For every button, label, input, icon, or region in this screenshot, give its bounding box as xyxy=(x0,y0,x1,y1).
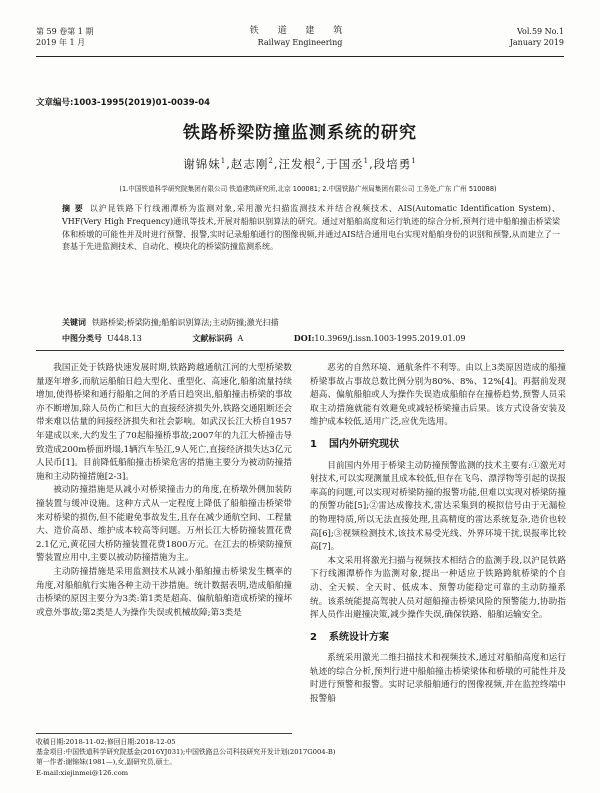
abstract xyxy=(62,203,560,254)
author: 段培勇$^1$ xyxy=(373,157,417,171)
journal-name-cn: 铁 道 建 筑 xyxy=(249,26,351,36)
body-paragraph: 恶劣的自然环境、通航条件不利等。由以上3类原因造成的船撞桥梁事故占事故总数比例分别为80%、8%、12%[4]。再据前发现超高、偏航船舶或人为操作失误造成船舶存在撞桥趋势,预警人员采取主动措施就能有效避免或减轻桥梁撞击后果。该方式设备安装及维护成本较低,适用广泛,应优先选用。 xyxy=(310,363,566,428)
author: 于国丞$^1$ xyxy=(326,157,370,171)
keywords-label: 关键词 xyxy=(62,318,86,327)
body-paragraph: 系统采用激光二维扫描技术和视频技术,通过对船舶高度和运行轨迹的综合分析,预判行进中船舶撞击桥梁梁体和桥墩的可能性并及时进行预警和报警。实时记录船舶通行的图像视频,并在监控终端中报警船 xyxy=(310,653,566,705)
footnote-author: 第一作者:谢锦妹(1981—),女,副研究员,硕士。 xyxy=(36,758,177,767)
doi-label: DOI: xyxy=(293,333,315,343)
journal-name-en: Railway Engineering xyxy=(257,38,343,47)
author: 谢锦妹$^1$ xyxy=(183,157,227,171)
doc-code: A xyxy=(237,334,244,343)
body-paragraph: 目前国内外用于桥梁主动防撞预警监测的技术主要有:①激光对射技术,可以实现测量且成本较低,但存在飞鸟、漂浮物等引起的误报率高的问题,可以实现对桥梁防撞的报警功能,但难以实现对桥梁防撞的预警功能[5];②雷达成像技术,雷达采集到的模拟信号由于无漏检的物理特质,所以无法直接处理,且高精度的雷达系统复杂,造价也较高[6];③视频检测技术,该技术易受光线、外界环境干扰,误报率比较高[7]。 xyxy=(310,460,566,553)
article-number: 文章编号:1003-1995(2019)01-0039-04 xyxy=(36,98,211,108)
paper-title: 铁路桥梁防撞监测系统的研究 xyxy=(183,123,417,143)
volume-en: Vol.59 No.1 xyxy=(517,27,564,36)
affiliation: (1.中国铁道科学研究院集团有限公司 铁道建筑研究所,北京 100081; 2.中国铁路广州局集团有限公司 工务处,广东 广州 510088) xyxy=(119,185,497,193)
body-paragraph: 本文采用将激光扫描与视频技术相结合的监测手段,以沪昆铁路下行线湘潭桥作为监测对象,提出一种适应于铁路跨航桥梁的个自动、全天候、全天时、低成本、预警功能稳定可靠的主动防撞系统。该系统能提高驾驶人员对超船撞击桥梁风险的预警能力,协助指挥人员作出避撞决策,减少操作失误,确保铁路、船舶运输安全。 xyxy=(310,555,566,621)
keywords xyxy=(62,317,560,329)
author-list: 谢锦妹$^1$,赵志刚$^2$,汪发根$^2$,于国丞$^1$,段培勇$^1$ xyxy=(183,157,417,171)
footnote-email: E-mail:xiejinmei@126.com xyxy=(36,768,129,777)
keywords-text: 铁路桥梁;桥梁防撞;船舶识别算法;主动防撞;激光扫描 xyxy=(92,318,279,327)
date-cn: 2019 年 1 月 xyxy=(36,38,86,47)
footnote-funding: 基金项目:中国铁道科学研究院基金(2016YJ031);中国铁路总公司科技研究开发计划(2017G004-B) xyxy=(36,748,336,757)
author: 赵志刚$^2$ xyxy=(230,157,274,171)
doi: 10.3969/j.issn.1003-1995.2019.01.09 xyxy=(314,334,466,343)
clc-label: 中图分类号 xyxy=(62,333,102,343)
body-paragraph: 主动防撞措施是采用监测技术从减小船舶撞击桥梁发生概率的角度,对船舶航行实施各种主动干涉措施。统计数据表明,造成船舶撞击桥梁的原因主要分为3类:第1类是超高、偏航船舶造成桥梁的撞坏或意外事故;第2类是人为操作失误或机械故障;第3类是 xyxy=(36,566,292,618)
section-heading-1: 1 国内外研究现状 xyxy=(310,438,399,450)
body-paragraph: 被动防撞措施是从减小对桥梁撞击力的角度,在桥墩外侧加装防撞装置与缓冲设施。这种方式从一定程度上降低了船舶撞击桥梁带来对桥梁的损伤,但不能避免事故发生,且存在减少通航空间、工程量大、造价高昂、维护成本较高等问题。万州长江大桥防撞装置花费2.1亿元,黄花园大桥防撞装置花费1800万元。在江去的桥梁防撞预警装置应用中,主要以被动防撞措施为主。 xyxy=(36,485,292,564)
abstract-label: 摘 要 xyxy=(62,204,84,213)
date-en: January 2019 xyxy=(509,38,564,47)
footnotes xyxy=(36,733,336,778)
footnote-received: 收稿日期:2018-11-02;修回日期:2018-12-05 xyxy=(36,738,176,746)
running-header xyxy=(36,26,564,60)
header-rule xyxy=(36,56,564,57)
clc-code: U448.13 xyxy=(107,334,142,343)
abstract-divider xyxy=(36,350,564,351)
classification-line xyxy=(62,332,570,345)
header-right xyxy=(510,26,564,48)
header-center xyxy=(36,26,564,48)
abstract-text: 以沪昆铁路下行线湘潭桥为监测对象,采用激光扫描监测技术并结合视频技术、AIS(Automatic Identification System)、VHF(Very High Frequency)通讯等技术,开展对船舶识别算法的研究。通过对船舶高度和运行轨迹的综合分析,预判行进中船舶撞击桥梁梁体和桥墩的可能性并及时进行预警、报警,实时记录船舶通行的图像视频,并通过AIS结合通用电台实现对船舶身份的识别和预警,从而建立了一套基于先进监测技术、自动化、模块化的桥梁防撞监测系统。 xyxy=(62,204,560,252)
section-heading-2: 2 系统设计方案 xyxy=(310,631,389,643)
volume-cn: 第 59 卷第 1 期 xyxy=(36,27,94,36)
doc-code-label: 文献标识码 xyxy=(192,333,233,343)
left-column xyxy=(36,362,292,620)
author: 汪发根$^2$ xyxy=(278,157,322,171)
right-column xyxy=(310,362,566,707)
body-paragraph: 我国正处于铁路快速发展时期,铁路跨越通航江河的大型桥梁数量逐年增多,而航运船舶日趋大型化、重型化、高速化,船舶流量持续增加,使得桥梁和通行船舶之间的矛盾日趋突出,船舶撞击桥梁的事故亦不断增加,除人员伤亡和巨大的直接经济损失外,铁路交通阻断还会带来难以估量的间接经济损失和社会影响。如武汉长江大桥自1957年建成以来,大约发生了70起船撞桥事故;2007年的九江大桥撞击导致造成200m桥面坍塌,1辆汽车坠江,9人死亡,直接经济损失达3亿元人民币[1]。目前降低船舶撞击桥梁危害的措施主要分为被动防撞措施和主动防撞措施[2-3]。 xyxy=(36,363,292,482)
